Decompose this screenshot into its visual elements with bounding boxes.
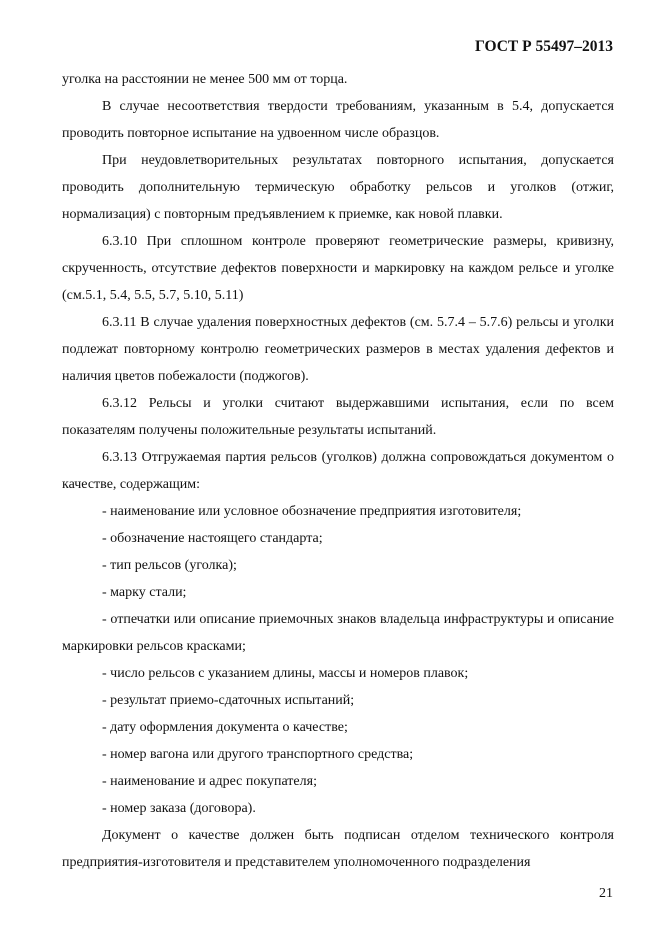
- document-header: ГОСТ Р 55497–2013: [475, 38, 613, 55]
- paragraph: уголка на расстоянии не менее 500 мм от торца.: [62, 72, 348, 87]
- document-body: [62, 66, 614, 876]
- paragraph: В случае несоответствия твердости требованиям, указанным в 5.4, допускается проводить повторное испытание на удвоенном числе образцов.: [62, 99, 614, 141]
- list-item: - отпечатки или описание приемочных знаков владельца инфраструктуры и описание маркировки рельсов красками;: [62, 612, 614, 654]
- paragraph: При неудовлетворительных результатах повторного испытания, допускается проводить дополнительную термическую обработку рельсов и уголков (отжиг, нормализация) с повторным предъявлением к приемке, как новой плавки.: [62, 153, 614, 222]
- list-item: - дату оформления документа о качестве;: [102, 720, 348, 735]
- paragraph: 6.3.11 В случае удаления поверхностных дефектов (см. 5.7.4 – 5.7.6) рельсы и уголки подлежат повторному контролю геометрических размеров в местах удаления дефектов и наличия цветов побежалости (поджогов).: [62, 315, 614, 384]
- paragraph: 6.3.10 При сплошном контроле проверяют геометрические размеры, кривизну, скрученность, отсутствие дефектов поверхности и маркировку на каждом рельсе и уголке (см.5.1, 5.4, 5.5, 5.7, 5.10, 5.11): [62, 234, 614, 303]
- list-item: - марку стали;: [102, 585, 187, 600]
- list-item: - наименование и адрес покупателя;: [102, 774, 317, 789]
- list-item: - наименование или условное обозначение предприятия изготовителя;: [102, 504, 522, 519]
- list-item: - результат приемо-сдаточных испытаний;: [102, 693, 355, 708]
- paragraph: 6.3.13 Отгружаемая партия рельсов (уголков) должна сопровождаться документом о качестве, содержащим:: [62, 450, 614, 492]
- page-number: 21: [599, 886, 613, 901]
- list-item: - обозначение настоящего стандарта;: [102, 531, 323, 546]
- list-item: - номер вагона или другого транспортного средства;: [102, 747, 414, 762]
- list-item: - число рельсов с указанием длины, массы и номеров плавок;: [102, 666, 469, 681]
- list-item: - номер заказа (договора).: [102, 801, 256, 816]
- list-item: - тип рельсов (уголка);: [102, 558, 237, 573]
- paragraph: 6.3.12 Рельсы и уголки считают выдержавшими испытания, если по всем показателям получены положительные результаты испытаний.: [62, 396, 614, 438]
- paragraph: Документ о качестве должен быть подписан отделом технического контроля предприятия-изготовителя и представителем уполномоченного подразделения: [62, 828, 614, 870]
